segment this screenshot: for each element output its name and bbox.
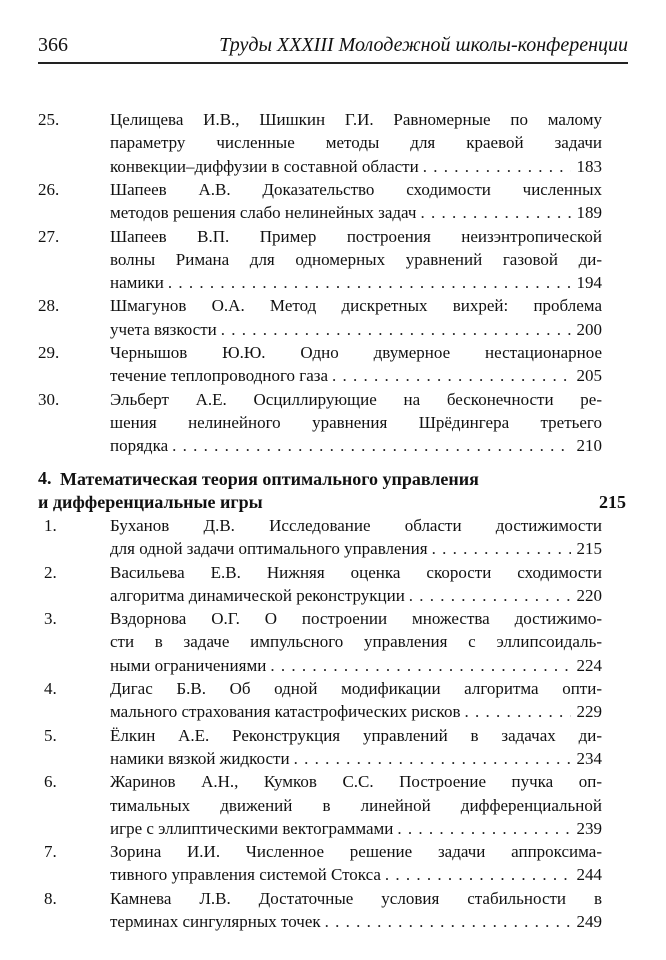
- entry-text: [110, 887, 602, 934]
- section-title-line2: и дифференциальные игры: [38, 492, 263, 512]
- entry-last-line: [110, 318, 602, 341]
- entry-page: 224: [576, 655, 602, 675]
- entry-line: параметру численные методы для краевой задачи: [110, 133, 602, 153]
- entry-number: 3.: [44, 609, 57, 629]
- entry-page: 220: [576, 585, 602, 605]
- entry-number: 29.: [38, 343, 60, 362]
- entry-line: намики вязкой жидкости: [110, 748, 290, 768]
- dot-leader: [385, 863, 571, 886]
- entry-line: для одной задачи оптимального управления: [110, 539, 428, 559]
- entry-line: Шапеев А.В. Доказательство сходимости численных: [110, 179, 602, 199]
- dot-leader: [168, 271, 571, 294]
- entry-line: учета вязкости: [110, 319, 217, 339]
- entry-line: Вздорнова О.Г. О построении множества достижимо-: [110, 609, 602, 629]
- entry-last-line: [110, 271, 602, 294]
- entry-text: [110, 225, 602, 295]
- entry-text: [110, 724, 602, 771]
- entry-text: [110, 178, 602, 225]
- dot-leader: [409, 584, 571, 607]
- entry-line: Камнева Л.В. Достаточные условия стабильности в: [110, 888, 602, 908]
- entry-line: тивного управления системой Стокса: [110, 865, 381, 885]
- entry-line: Ёлкин А.Е. Реконструкция управлений в задачах ди-: [110, 725, 602, 745]
- entry-line: терминах сингулярных точек: [110, 912, 321, 932]
- dot-leader: [270, 654, 570, 677]
- entry-last-line: [110, 700, 602, 723]
- entry-last-line: [110, 537, 602, 560]
- entry-page: 244: [576, 865, 602, 885]
- entry-line: Шмагунов О.А. Метод дискретных вихрей: проблема: [110, 296, 602, 316]
- entry-page: 210: [576, 436, 602, 456]
- entry-page: 205: [576, 366, 602, 386]
- entry-line: тимальных движений в линейной дифференциальной: [110, 795, 602, 815]
- dot-leader: [423, 155, 571, 178]
- running-header: [38, 30, 628, 64]
- dot-leader: [325, 910, 571, 933]
- dot-leader: [420, 201, 570, 224]
- entry-last-line: [110, 654, 602, 677]
- entry-last-line: [110, 155, 602, 178]
- entry-line: конвекции–диффузии в составной области: [110, 156, 419, 176]
- running-title: Труды XXXIII Молодежной школы-конференции: [219, 34, 628, 56]
- entry-line: мального страхования катастрофических рисков: [110, 702, 461, 722]
- entry-last-line: [110, 817, 602, 840]
- entry-line: Васильева Е.В. Нижняя оценка скорости сходимости: [110, 562, 602, 582]
- entry-number: 27.: [38, 226, 60, 246]
- entry-line: Буханов Д.В. Исследование области достижимости: [110, 516, 602, 535]
- entry-line: течение теплопроводного газа: [110, 366, 329, 386]
- section-number: 4.: [38, 468, 52, 488]
- page-number: 366: [38, 34, 68, 56]
- entry-last-line: [110, 863, 602, 886]
- entry-last-line: [110, 364, 602, 387]
- entry-text: [110, 388, 602, 458]
- entry-number: 1.: [44, 516, 57, 535]
- dot-leader: [332, 364, 570, 387]
- entry-page: 229: [576, 702, 602, 722]
- entry-page: 249: [576, 912, 602, 932]
- section-title-line1: Математическая теория оптимального управления: [60, 469, 479, 489]
- entry-line: волны Римана для одномерных уравнений газовой ди-: [110, 249, 602, 269]
- entry-line: ными ограничениями: [110, 655, 267, 675]
- entry-line: алгоритма динамической реконструкции: [110, 585, 405, 605]
- entry-text: [110, 294, 602, 341]
- entry-text: [110, 561, 602, 608]
- entry-line: игре с эллиптическими вектограммами: [110, 818, 394, 838]
- entry-page: 234: [576, 748, 602, 768]
- entry-line: порядка: [110, 436, 169, 456]
- entry-number: 5.: [44, 725, 57, 745]
- entry-last-line: [110, 747, 602, 770]
- entry-text: [110, 607, 602, 677]
- entry-line: Шапеев В.П. Пример построения неизэнтропической: [110, 226, 602, 246]
- section-page: 215: [599, 492, 626, 512]
- entry-text: [110, 341, 602, 388]
- entry-text: [110, 108, 602, 178]
- entry-number: 2.: [44, 562, 57, 582]
- entry-line: намики: [110, 273, 164, 293]
- entry-number: 6.: [44, 772, 57, 792]
- entry-page: 215: [576, 539, 602, 559]
- entry-line: Зорина И.И. Численное решение задачи аппроксима-: [110, 842, 602, 862]
- entry-line: сти в задаче импульсного управления с эллипсоидаль-: [110, 632, 602, 652]
- entry-line: Чернышов Ю.Ю. Одно двумерное нестационарное: [110, 343, 602, 362]
- entry-line: методов решения слабо нелинейных задач: [110, 203, 417, 223]
- entry-number: 4.: [44, 679, 57, 699]
- entry-page: 200: [576, 319, 602, 339]
- entry-page: 189: [576, 203, 602, 223]
- entry-number: 8.: [44, 888, 57, 908]
- entry-line: шения нелинейного уравнения Шрёдингера третьего: [110, 412, 602, 432]
- entry-text: [110, 514, 602, 561]
- entry-number: 25.: [38, 110, 60, 129]
- entry-number: 7.: [44, 842, 57, 862]
- entry-last-line: [110, 201, 602, 224]
- entry-text: [110, 770, 602, 840]
- dot-leader: [221, 318, 571, 341]
- entry-number: 26.: [38, 179, 60, 199]
- entry-line: Жаринов А.Н., Кумков С.С. Построение пучка оп-: [110, 772, 602, 792]
- entry-text: [110, 677, 602, 724]
- dot-leader: [397, 817, 570, 840]
- entry-text: [110, 840, 602, 887]
- entry-last-line: [110, 910, 602, 933]
- dot-leader: [172, 434, 570, 457]
- entry-number: 30.: [38, 389, 60, 409]
- entry-number: 28.: [38, 296, 60, 316]
- entry-page: 239: [576, 818, 602, 838]
- entry-last-line: [110, 434, 602, 457]
- entry-line: Целищева И.В., Шишкин Г.И. Равномерные по малому: [110, 110, 602, 129]
- dot-leader: [432, 537, 571, 560]
- dot-leader: [294, 747, 571, 770]
- entry-line: Эльберт А.Е. Осциллирующие на бесконечности ре-: [110, 389, 602, 409]
- entry-last-line: [110, 584, 602, 607]
- entry-page: 183: [576, 156, 602, 176]
- entry-line: Дигас Б.В. Об одной модификации алгоритма опти-: [110, 679, 602, 699]
- entry-page: 194: [576, 273, 602, 293]
- dot-leader: [464, 700, 570, 723]
